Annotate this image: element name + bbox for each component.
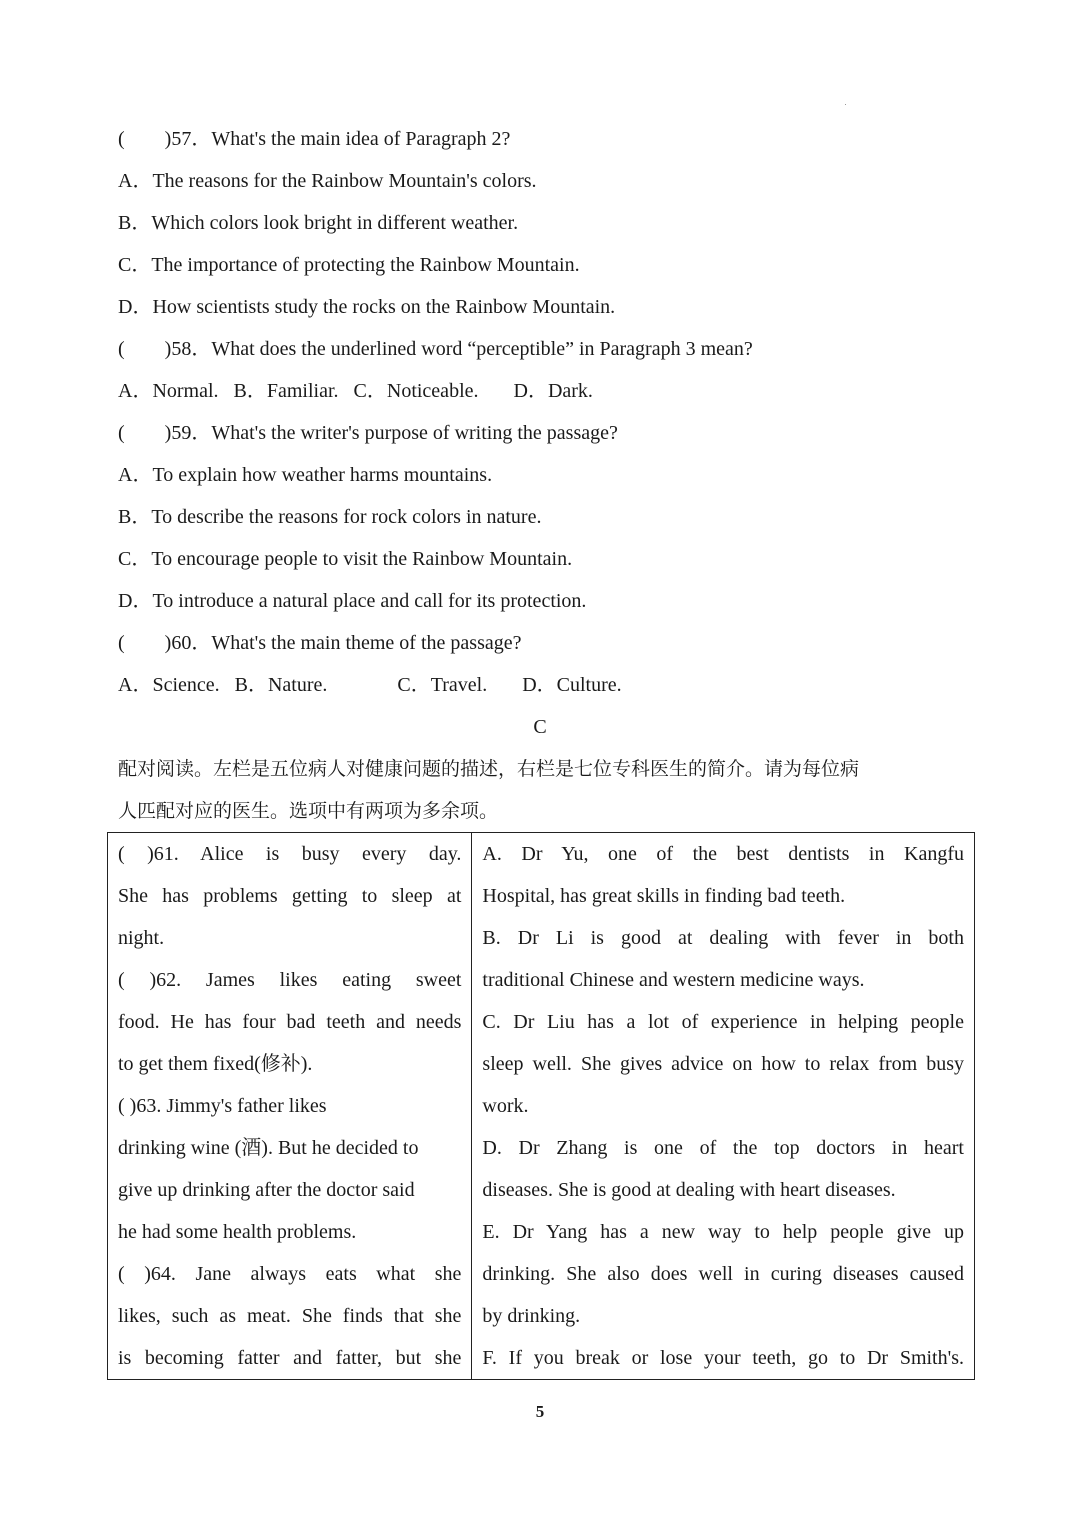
- doctor-b-line-1: B. Dr Li is good at dealing with fever in both: [482, 927, 964, 949]
- patients-column: [108, 833, 472, 1380]
- patient-62-line-1: ( )62. James likes eating sweet: [118, 969, 462, 991]
- doctor-b-line-2: traditional Chinese and western medicine ways.: [482, 969, 865, 991]
- patient-62-line-2: food. He has four bad teeth and needs: [118, 1011, 462, 1033]
- doctor-c-line-2: sleep well. She gives advice on how to relax from busy: [482, 1053, 964, 1075]
- doctor-a-line-2: Hospital, has great skills in finding bad teeth.: [482, 885, 846, 907]
- matching-table: [107, 832, 975, 1380]
- patient-64-line-3: is becoming fatter and fatter, but she: [118, 1347, 462, 1369]
- question-59-stem: ( )59．What's the writer's purpose of writing the passage?: [118, 422, 618, 444]
- doctor-e-line-1: E. Dr Yang has a new way to help people give up: [482, 1221, 964, 1243]
- patient-63-line-3: give up drinking after the doctor said: [118, 1179, 415, 1201]
- question-59-option-c: C．To encourage people to visit the Rainbow Mountain.: [118, 548, 573, 570]
- doctors-column: [472, 833, 975, 1380]
- page-number: 5: [535, 1402, 545, 1421]
- patient-61-line-3: night.: [118, 927, 165, 949]
- patient-61-line-1: ( )61. Alice is busy every day.: [118, 843, 462, 865]
- doctor-e-line-3: by drinking.: [482, 1305, 581, 1327]
- patient-63-line-2: drinking wine (酒). But he decided to: [118, 1137, 419, 1159]
- question-57-option-d: D．How scientists study the rocks on the Rainbow Mountain.: [118, 296, 616, 318]
- question-57-option-a: A．The reasons for the Rainbow Mountain's colors.: [118, 170, 537, 192]
- doctor-d-line-2: diseases. She is good at dealing with heart diseases.: [482, 1179, 896, 1201]
- patient-64-line-2: likes, such as meat. She finds that she: [118, 1305, 462, 1327]
- doctor-f-line-1: F. If you break or lose your teeth, go to Dr Smith's.: [482, 1347, 964, 1369]
- question-57-option-c: C．The importance of protecting the Rainbow Mountain.: [118, 254, 580, 276]
- doctor-a-line-1: A. Dr Yu, one of the best dentists in Kangfu: [482, 843, 964, 865]
- section-instructions-line-2: 人匹配对应的医生。选项中有两项为多余项。: [118, 800, 499, 822]
- section-label: C: [533, 716, 547, 738]
- question-57-option-b: B．Which colors look bright in different weather.: [118, 212, 519, 234]
- section-instructions-line-1: 配对阅读。左栏是五位病人对健康问题的描述，右栏是七位专科医生的简介。请为每位病: [118, 758, 860, 780]
- question-57-stem: ( )57．What's the main idea of Paragraph 2?: [118, 128, 511, 150]
- question-58-options: A．Normal. B．Familiar. C．Noticeable. D．Dark.: [118, 380, 593, 402]
- patient-63-line-1: ( )63. Jimmy's father likes: [118, 1095, 327, 1117]
- question-58-stem: ( )58．What does the underlined word “perceptible” in Paragraph 3 mean?: [118, 338, 753, 360]
- patient-61-line-2: She has problems getting to sleep at: [118, 885, 462, 907]
- doctor-e-line-2: drinking. She also does well in curing diseases caused: [482, 1263, 964, 1285]
- scan-mark: [845, 104, 846, 105]
- doctor-d-line-1: D. Dr Zhang is one of the top doctors in heart: [482, 1137, 964, 1159]
- question-59-option-b: B．To describe the reasons for rock colors in nature.: [118, 506, 542, 528]
- patient-62-line-3: to get them fixed(修补).: [118, 1053, 313, 1075]
- doctor-c-line-1: C. Dr Liu has a lot of experience in helping people: [482, 1011, 964, 1033]
- patient-64-line-1: ( )64. Jane always eats what she: [118, 1263, 462, 1285]
- patient-63-line-4: he had some health problems.: [118, 1221, 357, 1243]
- question-59-option-d: D．To introduce a natural place and call for its protection.: [118, 590, 587, 612]
- doctor-c-line-3: work.: [482, 1095, 529, 1117]
- question-60-stem: ( )60．What's the main theme of the passage?: [118, 632, 522, 654]
- question-60-options: A．Science. B．Nature. C．Travel. D．Culture.: [118, 674, 622, 696]
- question-59-option-a: A．To explain how weather harms mountains.: [118, 464, 493, 486]
